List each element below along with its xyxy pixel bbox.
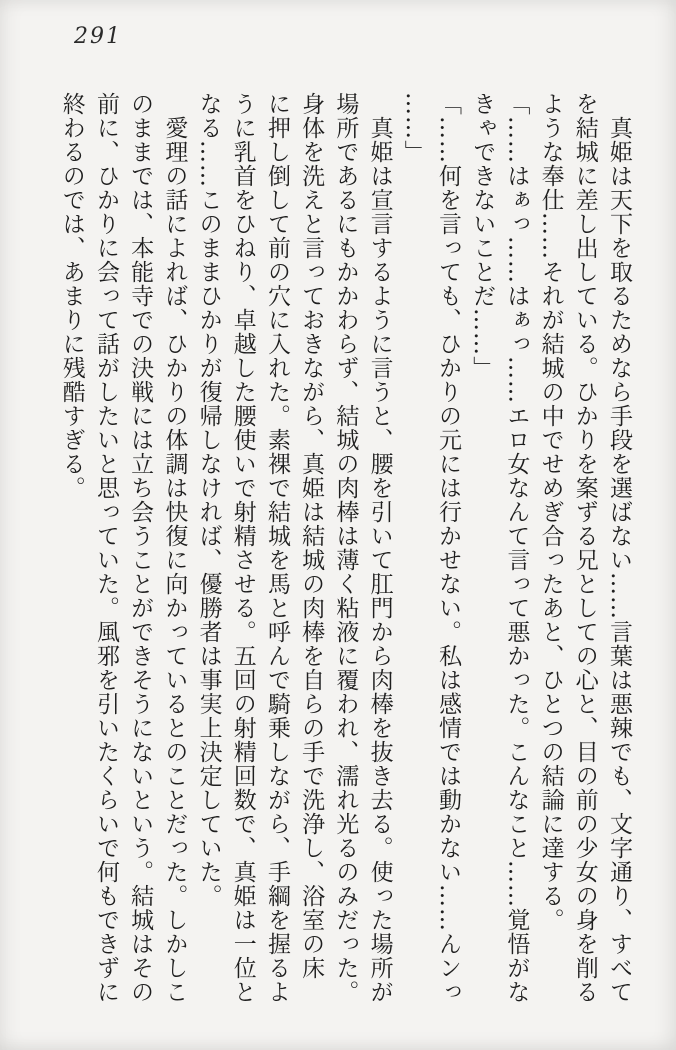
text-column: ような奉仕……それが結城の中でせめぎ合ったあと、ひとつの結論に達する。 xyxy=(537,92,564,932)
text-column: を結城に差し出している。ひかりを案ずる兄としての心と、目の前の少女の身を削る xyxy=(571,92,598,1004)
text-column: ……」 xyxy=(400,92,427,164)
text-column: のままでは、本能寺での決戦には立ち会うことができそうにないという。結城はその xyxy=(127,92,154,1004)
text-column: 真姫は宣言するように言うと、腰を引いて肛門から肉棒を抜き去る。使った場所が xyxy=(366,92,393,1004)
text-column: きゃできないことだ……」 xyxy=(469,92,496,380)
text-column: 終わるのでは、あまりに残酷すぎる。 xyxy=(58,92,85,500)
vertical-text-block xyxy=(55,92,636,1010)
text-column: 身体を洗えと言っておきながら、真姫は結城の肉棒を自らの手で洗浄し、浴室の床 xyxy=(298,92,325,980)
text-column: 愛理の話によれば、ひかりの体調は快復に向かっているとのことだった。しかしこ xyxy=(161,92,188,1004)
text-column: なる……このままひかりが復帰しなければ、優勝者は事実上決定していた。 xyxy=(195,92,222,908)
text-column: うに乳首をひねり、卓越した腰使いで射精させる。五回の射精回数で、真姫は一位と xyxy=(229,92,256,1004)
text-column: 前に、ひかりに会って話がしたいと思っていた。風邪を引いたくらいで何もできずに xyxy=(92,92,119,1004)
text-column: 場所であるにもかかわらず、結城の肉棒は薄く粘液に覆われ、濡れ光るのみだった。 xyxy=(332,92,359,1004)
text-column: に押し倒して前の穴に入れた。素裸で結城を馬と呼んで騎乗しながら、手綱を握るよ xyxy=(263,92,290,1004)
text-column: 「……はぁっ……はぁっ……エロ女なんて言って悪かった。こんなこと……覚悟がな xyxy=(503,92,530,1004)
page-number: 291 xyxy=(74,24,122,49)
text-column: 真姫は天下を取るためなら手段を選ばない……言葉は悪辣でも、文字通り、すべて xyxy=(606,92,632,1004)
text-column: 「……何を言っても、ひかりの元には行かせない。私は感情では動かない……んンっ xyxy=(434,92,461,1004)
